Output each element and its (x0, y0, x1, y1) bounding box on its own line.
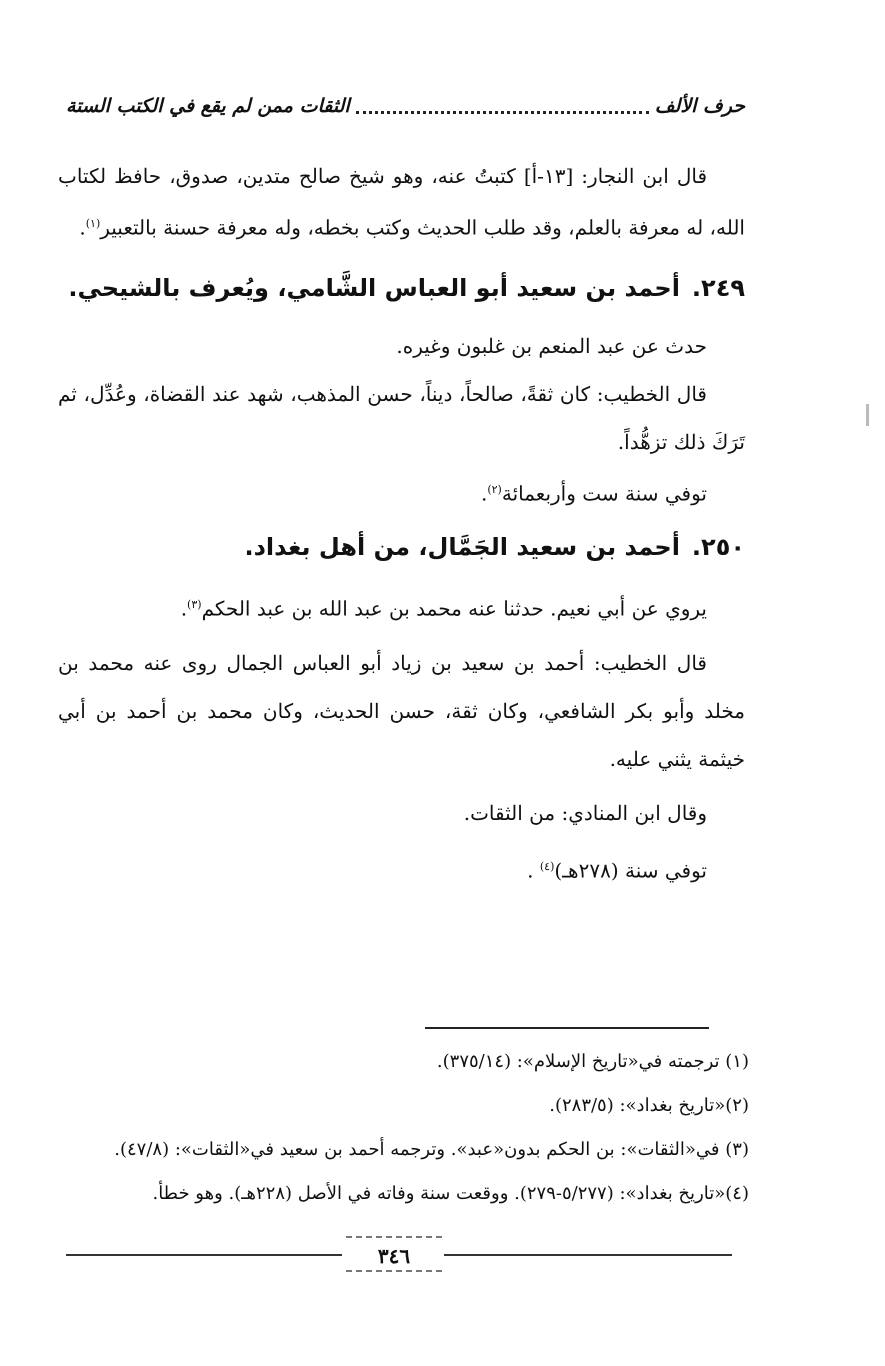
page-number: ٣٤٦ (346, 1236, 442, 1272)
footnote-4: (٤)«تاريخ بغداد»: (٥/٢٧٧-٢٧٩). ووقعت سنة وفاته في الأصل (٢٢٨هـ). وهو خطأ. (152, 1183, 749, 1204)
entry-number: ٢٤٩. (691, 273, 745, 302)
paragraph-khatib-250: قال الخطيب: أحمد بن سعيد بن زياد أبو العباس الجمال روى عنه محمد بن مخلد وأبو بكر الشافعي، وكان ثقة، حسن الحديث، وكان محمد بن أحمد بن أبي خيثمة يثني عليه. (58, 650, 745, 771)
entry-number: ٢٥٠. (691, 533, 745, 562)
footnote-ref-4[interactable]: (٤) (539, 859, 555, 873)
running-header-chapter: حرف الألف (654, 95, 745, 117)
main-text (58, 152, 745, 895)
entry-heading-250 (58, 527, 745, 567)
paragraph-death-249 (58, 466, 745, 518)
paragraph-text: توفي سنة ست وأربعمائة (501, 481, 707, 506)
footnote-ref-2[interactable]: (٢) (487, 482, 502, 496)
footnote-ref-3[interactable]: (٣) (187, 598, 202, 612)
running-header (66, 88, 745, 124)
entry-title: أحمد بن سعيد أبو العباس الشَّامي، ويُعرف بالشيحي. (68, 273, 680, 302)
footnote-2: (٢)«تاريخ بغداد»: (٢٨٣/٥). (549, 1095, 749, 1116)
footnote-separator (425, 1027, 709, 1029)
paragraph-text: قال ابن النجار: [١٣-أ] كتبتُ عنه، وهو شيخ صالح متدين، صدوق، حافظ لكتاب الله، له معرفة بالعلم، وقد طلب الحديث وكتب بخطه، وله معرفة حسنة بالتعبير (58, 164, 745, 240)
footer-rule-left (66, 1254, 342, 1256)
paragraph-end: . (79, 215, 86, 240)
paragraph-text: يروي عن أبي نعيم. حدثنا عنه محمد بن عبد الله بن عبد الحكم (201, 596, 707, 621)
running-header-book-title: الثقات ممن لم يقع في الكتب الستة (66, 95, 350, 117)
footnote-ref-1[interactable]: (١) (85, 217, 101, 230)
paragraph-end: . (480, 481, 488, 506)
paragraph-ibn-munadi: وقال ابن المنادي: من الثقات. (463, 800, 707, 825)
paragraph-khatib-249: قال الخطيب: كان ثقةً، صالحاً، ديناً، حسن المذهب، شهد عند القضاة، وعُدِّل، ثم تَرَكَ ذلك تزهُّداً. (58, 381, 745, 454)
running-header-dots (356, 111, 649, 114)
paragraph-ibn-najjar (58, 152, 745, 252)
margin-mark (866, 404, 869, 426)
paragraph-end: . (180, 596, 188, 621)
entry-heading-249 (58, 268, 745, 308)
paragraph-narrates-from (58, 581, 745, 633)
paragraph-text: توفي سنة (٢٧٨هـ) (554, 858, 707, 883)
entry-title: أحمد بن سعيد الجَمَّال، من أهل بغداد. (244, 533, 680, 562)
footnotes (58, 1040, 749, 1216)
footer-rule-right (444, 1254, 732, 1256)
footnote-3: (٣) في«الثقات»: بن الحكم بدون«عبد». وترجمه أحمد بن سعيد في«الثقات»: (٤٧/٨). (114, 1139, 749, 1160)
paragraph-narrated-from: حدث عن عبد المنعم بن غلبون وغيره. (396, 333, 707, 358)
paragraph-death-250 (58, 843, 745, 895)
paragraph-end: . (527, 858, 540, 883)
footnote-1: (١) ترجمته في«تاريخ الإسلام»: (٣٧٥/١٤). (436, 1051, 749, 1072)
